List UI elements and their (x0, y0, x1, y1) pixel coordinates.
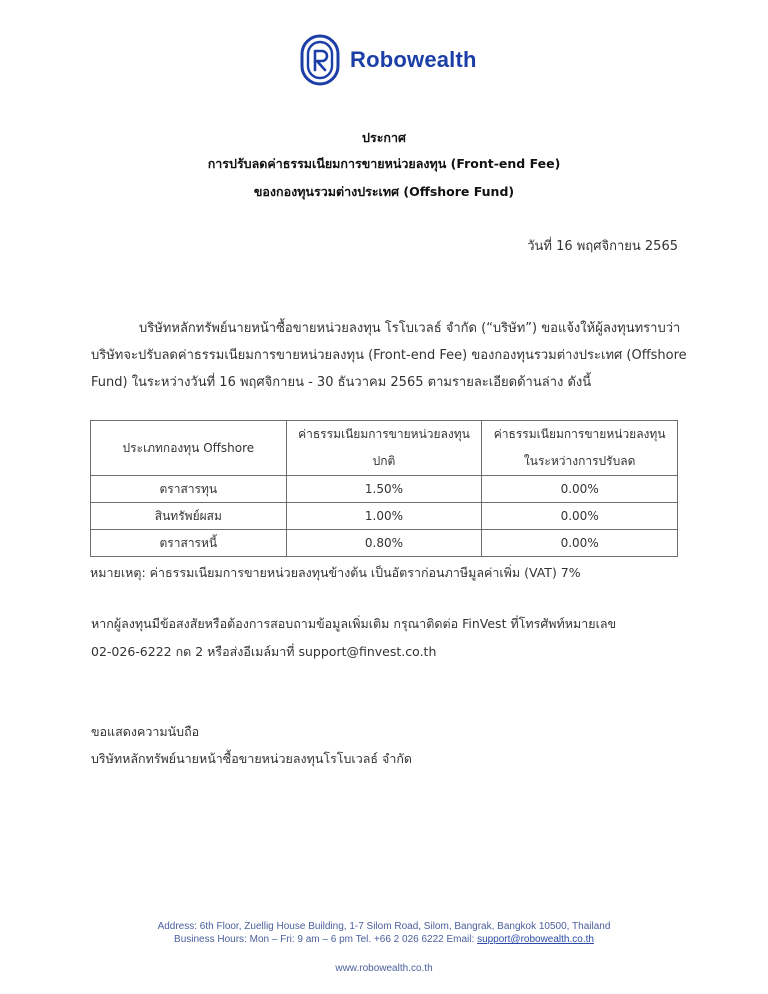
header-fund-type: ประเภทกองทุน Offshore (91, 421, 287, 476)
closing-company: บริษัทหลักทรัพย์นายหน้าซื้อขายหน่วยลงทุนโรโบเวลธ์ จำกัด (91, 751, 413, 766)
brand-name: Robowealth (350, 47, 477, 72)
contact-line-2: 02-026-6222 กด 2 หรือส่งอีเมล์มาที่ support@finvest.co.th (91, 644, 437, 659)
announcement-date: วันที่ 16 พฤศจิกายน 2565 (527, 239, 678, 254)
body-line-2: บริษัทจะปรับลดค่าธรรมเนียมการขายหน่วยลงทุน (Front-end Fee) ของกองทุนรวมต่างประเทศ (Offshore (91, 348, 687, 363)
table-row (91, 530, 678, 557)
normal-fee-cell: 0.80% (286, 530, 482, 557)
footer-hours: Business Hours: Mon – Fri: 9 am – 6 pm Tel. +66 2 026 6222 Email: support@robowealth.co.th (174, 934, 594, 945)
announcement-heading: ประกาศ (362, 130, 406, 145)
body-paragraph (91, 315, 691, 396)
footer-website[interactable]: www.robowealth.co.th (335, 963, 433, 974)
robowealth-r-shield-icon (300, 34, 340, 86)
contact-info (91, 610, 616, 666)
contact-line-1: หากผู้ลงทุนมีข้อสงสัยหรือต้องการสอบถามข้อมูลเพิ่มเติม กรุณาติดต่อ FinVest ที่โทรศัพท์หมายเลข (91, 616, 617, 631)
table-header-row (91, 421, 678, 476)
fee-table (90, 420, 678, 557)
reduced-fee-cell: 0.00% (482, 503, 678, 530)
vat-note: หมายเหตุ: ค่าธรรมเนียมการขายหน่วยลงทุนข้างต้น เป็นอัตราก่อนภาษีมูลค่าเพิ่ม (VAT) 7% (90, 565, 581, 580)
closing-regards: ขอแสดงความนับถือ (91, 724, 200, 739)
body-line-3: Fund) ในระหว่างวันที่ 16 พฤศจิกายน - 30 ธันวาคม 2565 ตามรายละเอียดด้านล่าง ดังนี้ (91, 375, 592, 390)
footer-contact (0, 920, 768, 946)
footer-email-link[interactable]: support@robowealth.co.th (477, 934, 594, 945)
reduced-fee-cell: 0.00% (482, 476, 678, 503)
table-row (91, 503, 678, 530)
announcement-subject-fund: ของกองทุนรวมต่างประเทศ (Offshore Fund) (253, 184, 515, 199)
normal-fee-cell: 1.50% (286, 476, 482, 503)
header-normal-fee: ค่าธรรมเนียมการขายหน่วยลงทุน ปกติ (286, 421, 482, 476)
brand-logo (300, 34, 477, 86)
table-row (91, 476, 678, 503)
header-reduced-fee: ค่าธรรมเนียมการขายหน่วยลงทุน ในระหว่างการปรับลด (482, 421, 678, 476)
body-line-1: บริษัทหลักทรัพย์นายหน้าซื้อขายหน่วยลงทุน โรโบเวลธ์ จำกัด (“บริษัท”) ขอแจ้งให้ผู้ลงทุนทราบว่า (139, 321, 681, 336)
normal-fee-cell: 1.00% (286, 503, 482, 530)
fund-type-cell: ตราสารหนี้ (91, 530, 287, 557)
fund-type-cell: ตราสารทุน (91, 476, 287, 503)
reduced-fee-cell: 0.00% (482, 530, 678, 557)
announcement-subject: การปรับลดค่าธรรมเนียมการขายหน่วยลงทุน (Front-end Fee) (207, 156, 561, 171)
footer-address: Address: 6th Floor, Zuellig House Building, 1-7 Silom Road, Silom, Bangrak, Bangkok 10500, Thailand (157, 921, 611, 932)
fund-type-cell: สินทรัพย์ผสม (91, 503, 287, 530)
closing-signature (91, 718, 412, 772)
